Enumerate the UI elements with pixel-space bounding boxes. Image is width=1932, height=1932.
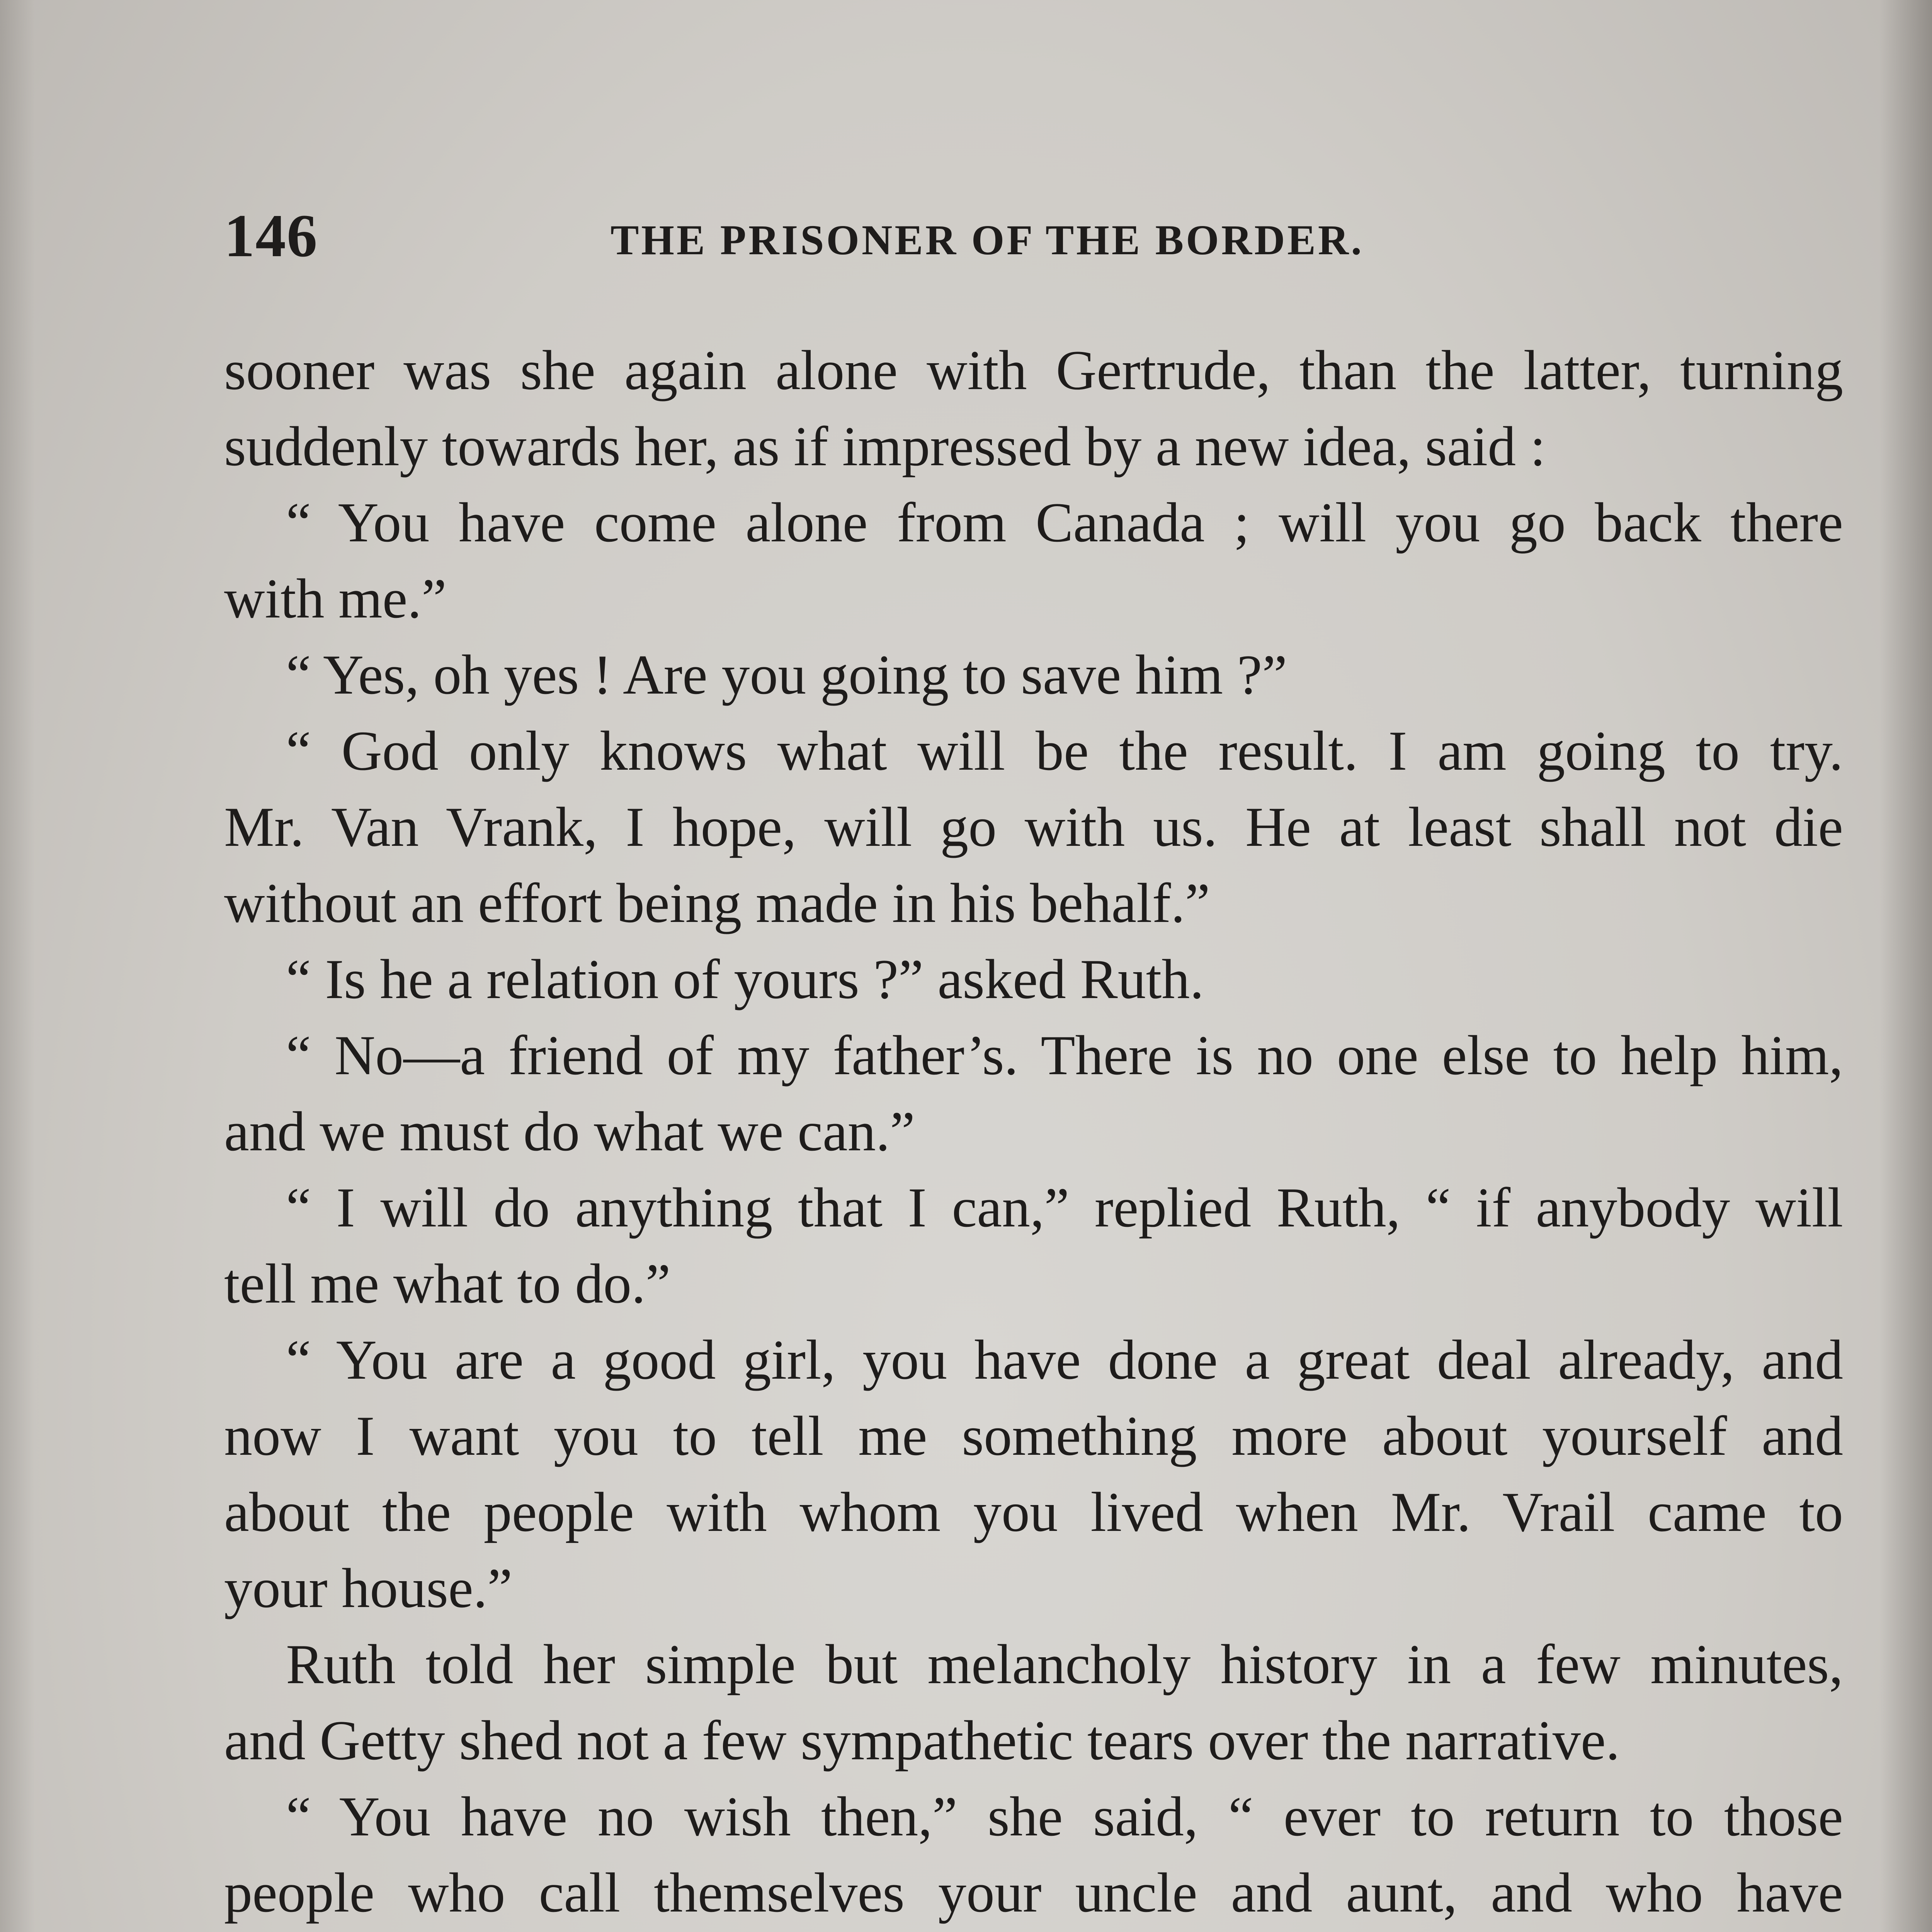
text-line: people who call themselves your uncle and aunt, and who have (224, 1861, 1843, 1924)
text-line: with me.” (224, 567, 447, 630)
page-header (224, 201, 1847, 278)
text-line: without an effort being made in his behalf.” (224, 872, 1210, 934)
page-number: 146 (224, 202, 318, 270)
body-text (224, 332, 1843, 1932)
text-line: about the people with whom you lived when Mr. Vrail came to (224, 1481, 1843, 1543)
page-gutter-shadow (0, 0, 35, 1932)
text-line: suddenly towards her, as if impressed by a new idea, said : (224, 415, 1546, 478)
text-line: “ You are a good girl, you have done a great deal already, and (286, 1328, 1843, 1391)
text-line: “ Yes, oh yes ! Are you going to save him ?” (286, 643, 1287, 706)
text-line: now I want you to tell me something more about yourself and (224, 1405, 1843, 1467)
text-line: “ No—a friend of my father’s. There is no one else to help him, (286, 1024, 1843, 1087)
text-line: “ You have no wish then,” she said, “ ever to return to those (286, 1785, 1843, 1848)
text-line: and Getty shed not a few sympathetic tears over the narrative. (224, 1709, 1620, 1772)
text-line: “ You have come alone from Canada ; will you go back there (286, 491, 1843, 554)
text-line: “ Is he a relation of yours ?” asked Ruth. (286, 948, 1204, 1010)
running-head: THE PRISONER OF THE BORDER. (611, 216, 1364, 264)
text-line: “ God only knows what will be the result. I am going to try. (286, 719, 1843, 782)
text-line: your house.” (224, 1557, 513, 1619)
text-line: and we must do what we can.” (224, 1100, 915, 1163)
text-line: Mr. Van Vrank, I hope, will go with us. He at least shall not die (224, 796, 1843, 858)
text-line: Ruth told her simple but melancholy history in a few minutes, (286, 1633, 1843, 1696)
text-line: “ I will do anything that I can,” replied Ruth, “ if anybody will (286, 1176, 1843, 1239)
page-edge-shadow (1879, 0, 1932, 1932)
text-line: tell me what to do.” (224, 1252, 671, 1315)
text-line: sooner was she again alone with Gertrude, than the latter, turning (224, 339, 1843, 401)
